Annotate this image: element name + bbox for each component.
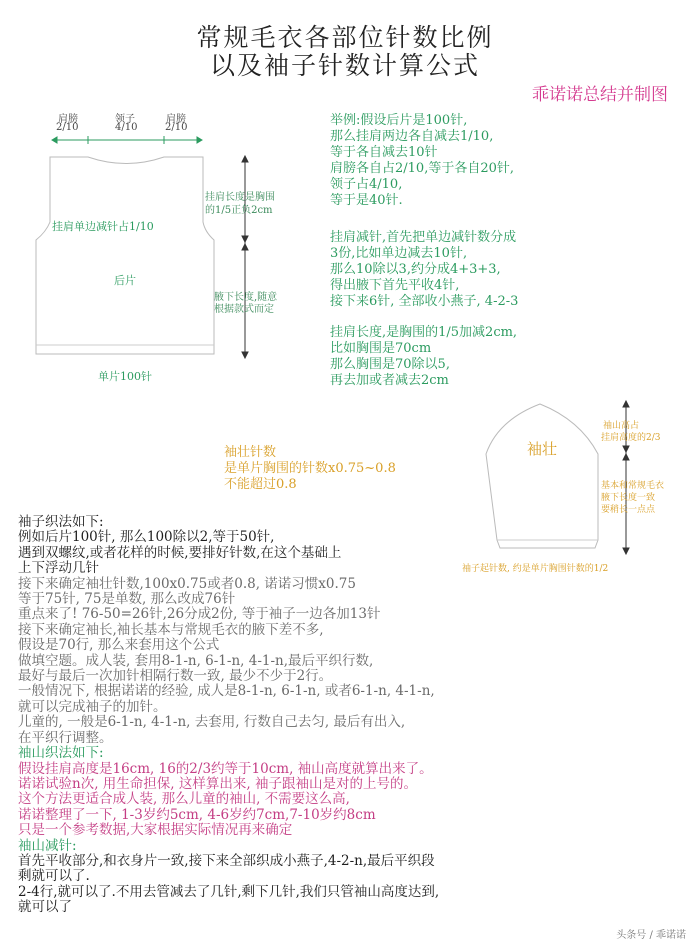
instruction-heading: 袖山减针: [18,837,77,854]
side-note-line-2: 根据款式而定 [214,304,274,315]
instruction-line: 2-4行,就可以了.不用去管减去了几针,剩下几针,我们只管袖山高度达到, [18,883,440,900]
sleeve-length-note-line-2: 腋下长度一致 [601,493,656,503]
decrease-line: 3份,比如单边减去10针, [330,246,468,261]
example-line: 举例:假设后片是100针, [330,113,468,128]
instruction-line: 假设挂肩高度是16cm, 16的2/3约等于10cm, 袖山高度就算出来了。 [18,760,433,777]
armhole-decrease-label: 挂肩单边减针占1/10 [52,220,154,233]
sleeve-center-label: 袖壮 [527,440,558,458]
right-measure-line [242,156,248,358]
example-line: 肩膀各自占2/10,等于各自20针, [330,161,514,176]
decrease-line: 得出腋下首先平收4针, [330,278,460,293]
instruction-line: 假设是70行, 那么来套用这个公式 [18,637,220,654]
decrease-line: 挂肩减针,首先把单边减针数分成 [330,230,517,245]
instruction-line: 就可以了 [18,899,72,916]
neck-label: 领子 [115,114,135,125]
instruction-line: 一般情况下, 根据诺诺的经验, 成人是8-1-n, 6-1-n, 或者6-1-n, 4-1-n, [18,683,435,700]
sleeve-length-note-line-3: 要稍长一点点 [601,505,656,515]
example-line: 等于各自减去10针 [330,145,438,160]
instruction-line: 遇到双螺纹,或者花样的时候,要排好针数,在这个基础上 [18,544,342,561]
length-line: 再去加或者减去2cm [330,373,449,388]
instruction-line: 接下来确定袖长,袖长基本与常规毛衣的腋下差不多, [18,621,324,638]
sleeve-outline [486,404,598,548]
length-line: 挂肩长度,是胸围的1/5加减2cm, [330,325,518,340]
page-title-line-1: 常规毛衣各部位针数比例 [196,23,494,52]
page-title-line-2: 以及袖子针数计算公式 [209,51,480,80]
sleeve-length-note-line-1: 基本和常规毛衣 [601,481,665,491]
decrease-block [330,230,518,310]
back-piece-outline [36,157,214,354]
instruction-line: 首先平收部分,和衣身片一致,接下来全部织成小燕子,4-2-n,最后平织段 [18,852,435,869]
shoulder-right-label: 肩膀 [166,114,186,125]
instruction-line: 诺诺试验n次, 用生命担保, 这样算出来, 袖子跟袖山是对的上号的。 [18,775,417,792]
sleeve-width-block [224,445,396,493]
sleeve-bottom-note: 袖子起针数, 约是单片胸围针数的1/2 [462,564,609,574]
instruction-heading: 袖山织法如下: [18,745,104,762]
length-line: 比如胸围是70cm [330,341,432,356]
length-line: 那么胸围是70除以5, [330,357,450,372]
top-measure-arrows [52,136,202,144]
sleeve-width-line: 袖壮针数 [224,445,277,460]
decrease-line: 接下来6针, 全部收小燕子, 4-2-3 [330,294,519,309]
shoulder-left-ratio: 2/10 [56,122,79,133]
shoulder-right-ratio: 2/10 [165,122,188,133]
instruction-line: 等于75针, 75是单数, 那么改成76针 [18,591,236,608]
instruction-line: 儿童的, 一般是6-1-n, 4-1-n, 去套用, 行数自己去匀, 最后有出入, [18,714,406,731]
side-note-line-1: 腋下长度,随意 [214,292,278,303]
example-line: 等于是40针. [330,193,403,208]
example-line: 那么挂肩两边各自减去1/10, [330,129,494,144]
instruction-line: 接下来确定袖壮针数,100x0.75或者0.8, 诺诺习惯x0.75 [18,575,356,592]
sleeve-cap-note-line-2: 挂肩高度的2/3 [601,433,661,443]
instruction-line: 袖子织法如下: [18,514,104,530]
instructions-text [18,515,439,916]
instruction-line: 这个方法更适合成人装, 那么儿童的袖山, 不需要这么高, [18,791,350,808]
armhole-note-line-1: 挂肩长度是胸围 [205,192,275,203]
armhole-note-line-2: 的1/5正负2cm [205,205,273,216]
instruction-line: 上下浮动几针 [18,560,99,577]
sleeve-width-line: 不能超过0.8 [224,477,297,492]
instruction-line: 重点来了! 76-50=26针,26分成2份, 等于袖子一边各加13针 [18,606,381,623]
sleeve-width-line: 是单片胸围的针数x0.75~0.8 [224,461,396,476]
instruction-line: 只是一个参考数据,大家根据实际情况再来确定 [18,822,293,839]
sleeve-cap-note-line-1: 袖山高占 [603,421,640,431]
instruction-line: 最好与最后一次加针相隔行数一致, 最少不少于2行。 [18,668,333,685]
example-block [330,113,514,209]
instruction-line: 诺诺整理了一下, 1-3岁约5cm, 4-6岁约7cm,7-10岁约8cm [18,806,376,823]
shoulder-left-label: 肩膀 [58,114,78,125]
instruction-line: 剩就可以了. [18,868,90,885]
instruction-line: 例如后片100针, 那么100除以2,等于50针, [18,529,275,546]
watermark: 头条号 / 乖诺诺 [616,930,686,941]
decrease-line: 那么10除以3,约分成4+3+3, [330,262,501,277]
instruction-line: 在平织行调整。 [18,729,113,746]
author-credit: 乖诺诺总结并制图 [532,85,668,105]
instruction-line: 做填空题。成人装, 套用8-1-n, 6-1-n, 4-1-n,最后平织行数, [18,652,374,669]
instruction-line: 就可以完成袖子的加针。 [18,698,167,715]
back-piece-label: 后片 [114,274,136,287]
piece-width-label: 单片100针 [98,370,152,383]
neck-ratio: 4/10 [115,122,138,133]
example-line: 领子占4/10, [330,177,403,192]
length-block [330,325,517,389]
